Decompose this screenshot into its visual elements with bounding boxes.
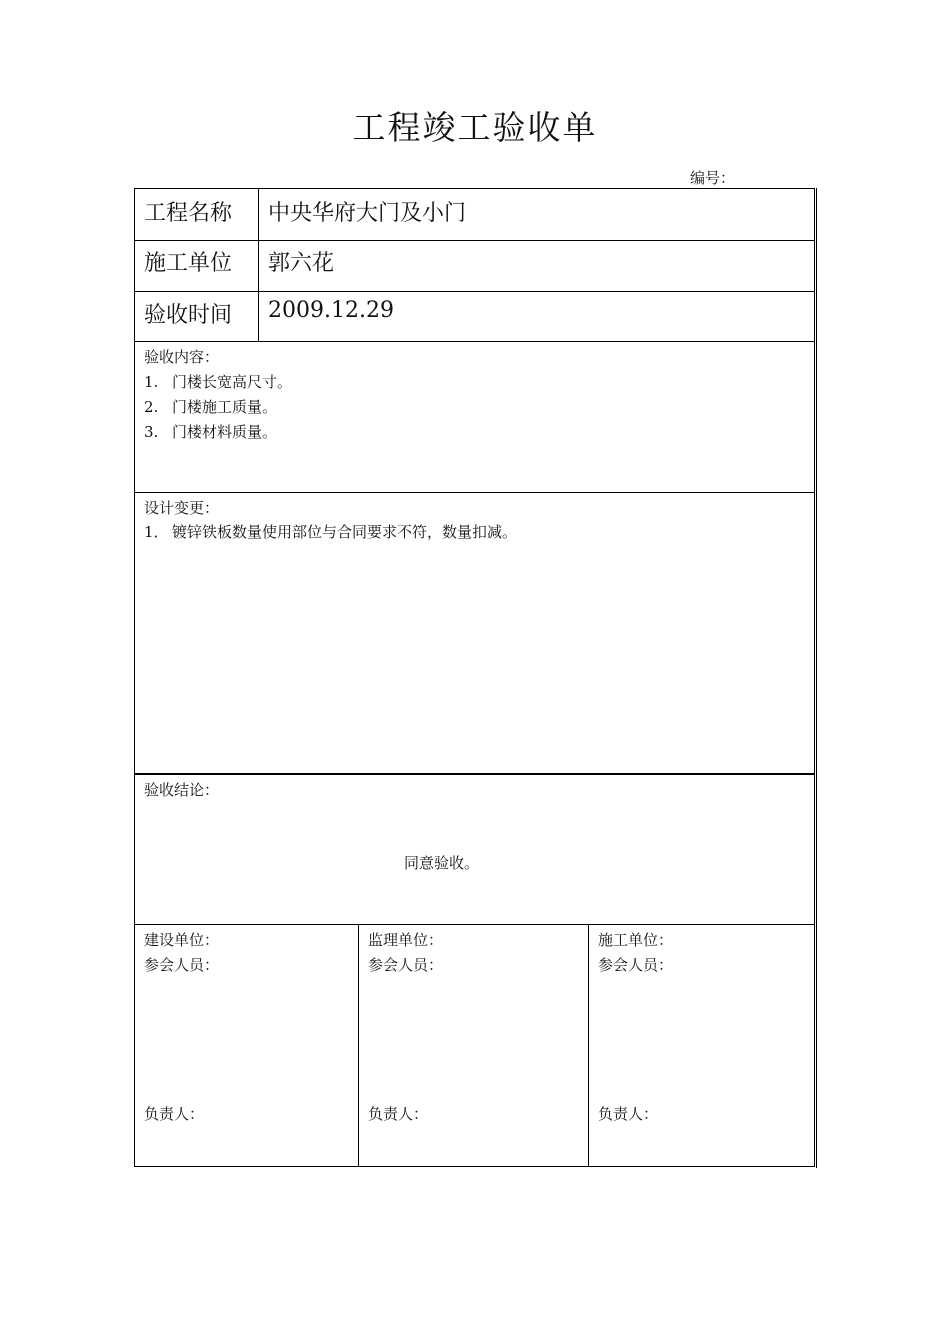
inspection-item <box>144 371 292 392</box>
conclusion-text: 同意验收。 <box>404 854 480 872</box>
inspection-date-value: 2009.12.29 <box>268 298 394 323</box>
supervisor-unit-label: 监理单位： <box>368 931 444 949</box>
row-divider <box>134 924 815 925</box>
design-change-item <box>144 521 517 542</box>
row-divider <box>134 240 815 241</box>
inspection-date-label: 验收时间 <box>144 303 233 328</box>
form-table <box>134 188 815 1167</box>
row-divider <box>134 773 815 775</box>
item-text: 门楼材料质量。 <box>172 423 278 441</box>
design-change-heading: 设计变更： <box>144 499 220 517</box>
row-divider <box>134 492 815 493</box>
owner-responsible-label: 负责人： <box>144 1105 205 1123</box>
inspection-item <box>144 396 277 417</box>
signature-column-divider <box>358 924 359 1167</box>
document-number-label: 编号： <box>690 169 736 187</box>
supervisor-attendees-label: 参会人员： <box>368 956 444 974</box>
conclusion-heading: 验收结论： <box>144 781 220 799</box>
row-divider <box>134 291 815 292</box>
owner-attendees-label: 参会人员： <box>144 956 220 974</box>
item-number: 2. <box>144 398 159 416</box>
item-text: 门楼长宽高尺寸。 <box>172 373 293 391</box>
item-number: 1. <box>144 373 159 391</box>
project-name-value: 中央华府大门及小门 <box>268 201 467 226</box>
project-name-label: 工程名称 <box>144 201 233 226</box>
contractor-unit-label: 施工单位： <box>598 931 674 949</box>
supervisor-responsible-label: 负责人： <box>368 1105 429 1123</box>
document-title: 工程竣工验收单 <box>352 108 598 147</box>
inspection-content-heading: 验收内容： <box>144 348 220 366</box>
item-text: 镀锌铁板数量使用部位与合同要求不符，数量扣减。 <box>172 523 518 541</box>
item-number: 3. <box>144 423 159 441</box>
table-edge-line <box>816 188 817 1168</box>
contractor-attendees-label: 参会人员： <box>598 956 674 974</box>
inspection-item <box>144 421 277 442</box>
row-divider <box>134 341 815 342</box>
contractor-label: 施工单位 <box>144 251 233 276</box>
signature-column-divider <box>588 924 589 1167</box>
owner-unit-label: 建设单位： <box>144 931 220 949</box>
contractor-value: 郭六花 <box>268 251 335 276</box>
contractor-responsible-label: 负责人： <box>598 1105 659 1123</box>
item-number: 1． <box>144 523 169 541</box>
item-text: 门楼施工质量。 <box>172 398 278 416</box>
label-column-divider <box>258 188 259 341</box>
